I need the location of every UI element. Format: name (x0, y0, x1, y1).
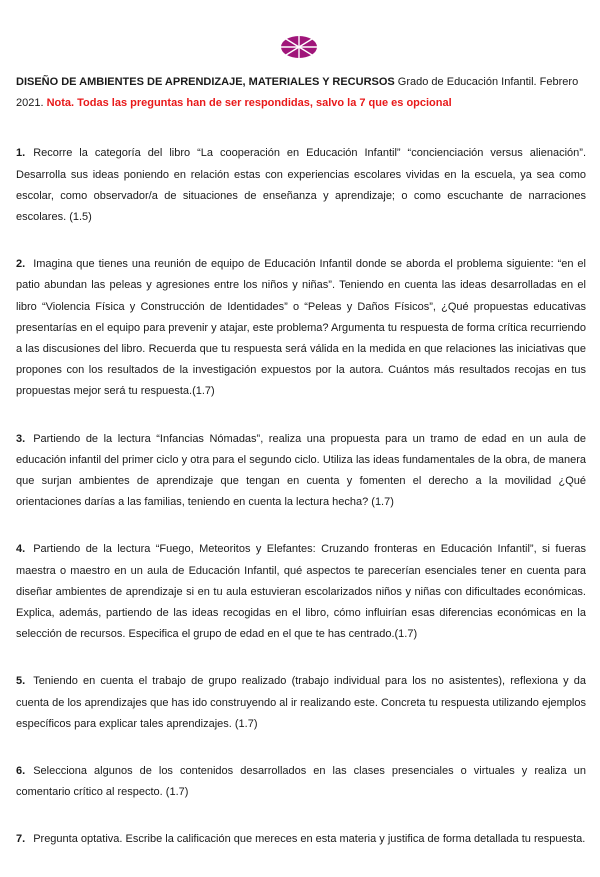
question-text: Recorre la categoría del libro “La cooperación en Educación Infantil” “concienciación versus alienación”. Desarrolla sus ideas poniendo en relación estas con experiencias escolares vividas en la escuela, ya sea como escolar, como observador/a de situaciones de enseñanza y aprendizaje; o como escuchante de narraciones escolares. (1.5) (16, 147, 586, 224)
question-number: 2. (16, 258, 26, 271)
question-text: Selecciona algunos de los contenidos desarrollados en las clases presenciales o virtuales y realiza un comentario crítico al respecto. (1.7) (16, 765, 586, 799)
university-emblem-icon (280, 34, 318, 60)
question-number: 7. (16, 833, 26, 846)
question-text: Partiendo de la lectura “Fuego, Meteoritos y Elefantes: Cruzando fronteras en Educación Infantil”, si fueras maestra o maestro en un aula de Educación Infantil, qué aspectos te parecerían esenciales tener en cuenta para diseñar ambientes de aprendizaje si en tu aula estuvieran escolarizados niños y niñas con dificultades económicas. Explica, además, partiendo de las ideas recogidas en el libro, cómo influirían esas diferencias económicas en la selección de recursos. Especifica el grupo de edad en el que te has centrado.(1.7) (16, 543, 586, 641)
question-number: 4. (16, 543, 26, 556)
question-2 (16, 254, 586, 402)
course-title: DISEÑO DE AMBIENTES DE APRENDIZAJE, MATERIALES Y RECURSOS (16, 76, 395, 88)
question-number: 1. (16, 147, 26, 160)
question-1 (16, 143, 586, 228)
question-4 (16, 539, 586, 645)
question-text: Partiendo de la lectura “Infancias Nómadas”, realiza una propuesta para un tramo de edad en un aula de educación infantil del primer ciclo y otra para el segundo ciclo. Utiliza las ideas fundamentales de la obra, de manera que surjan ambientes de aprendizaje que tengan en cuenta y fomenten el derecho a la movilidad ¿Qué orientaciones darías a las familias, teniendo en cuenta la lectura hecha? (1.7) (16, 432, 586, 509)
question-number: 5. (16, 675, 26, 688)
question-number: 6. (16, 765, 26, 778)
course-subtitle: Grado de Educación Infantil. Febrero 2021. (16, 76, 579, 110)
question-number: 3. (16, 432, 26, 445)
question-text: Teniendo en cuenta el trabajo de grupo realizado (trabajo individual para los no asistentes), reflexiona y da cuenta de los aprendizajes que has ido construyendo al ir realizando este. Concreta tu respuesta utilizando ejemplos específicos para explicar tales aprendizajes. (1.7) (16, 675, 586, 730)
question-text: Imagina que tienes una reunión de equipo de Educación Infantil donde se aborda el problema siguiente: “en el patio abundan las peleas y agresiones entre los niños y niñas”. Teniendo en cuenta las ideas desarrolladas en el libro “Violencia Física y Construcción de Identidades” o “Peleas y Daños Físicos”, ¿Qué propuestas educativas presentarías en el equipo para prevenir y atajar, este problema? Argumenta tu respuesta de forma crítica recurriendo a las discusiones del libro. Recuerda que tu respuesta será válida en la medida en que relaciones las iniciativas que propones con los resultados de la investigación expuestos por la autora. Cuántos más resultados recojas en tus propuestas mejor será tu respuesta.(1.7) (16, 258, 586, 398)
exam-document (16, 72, 586, 877)
question-6 (16, 761, 586, 803)
instructions-note: Nota. Todas las preguntas han de ser respondidas, salvo la 7 que es opcional (46, 97, 452, 110)
question-5 (16, 671, 586, 735)
question-3 (16, 429, 586, 514)
exam-header (16, 72, 586, 114)
question-text: Pregunta optativa. Escribe la calificación que mereces en esta materia y justifica de forma detallada tu respuesta. (33, 833, 586, 846)
